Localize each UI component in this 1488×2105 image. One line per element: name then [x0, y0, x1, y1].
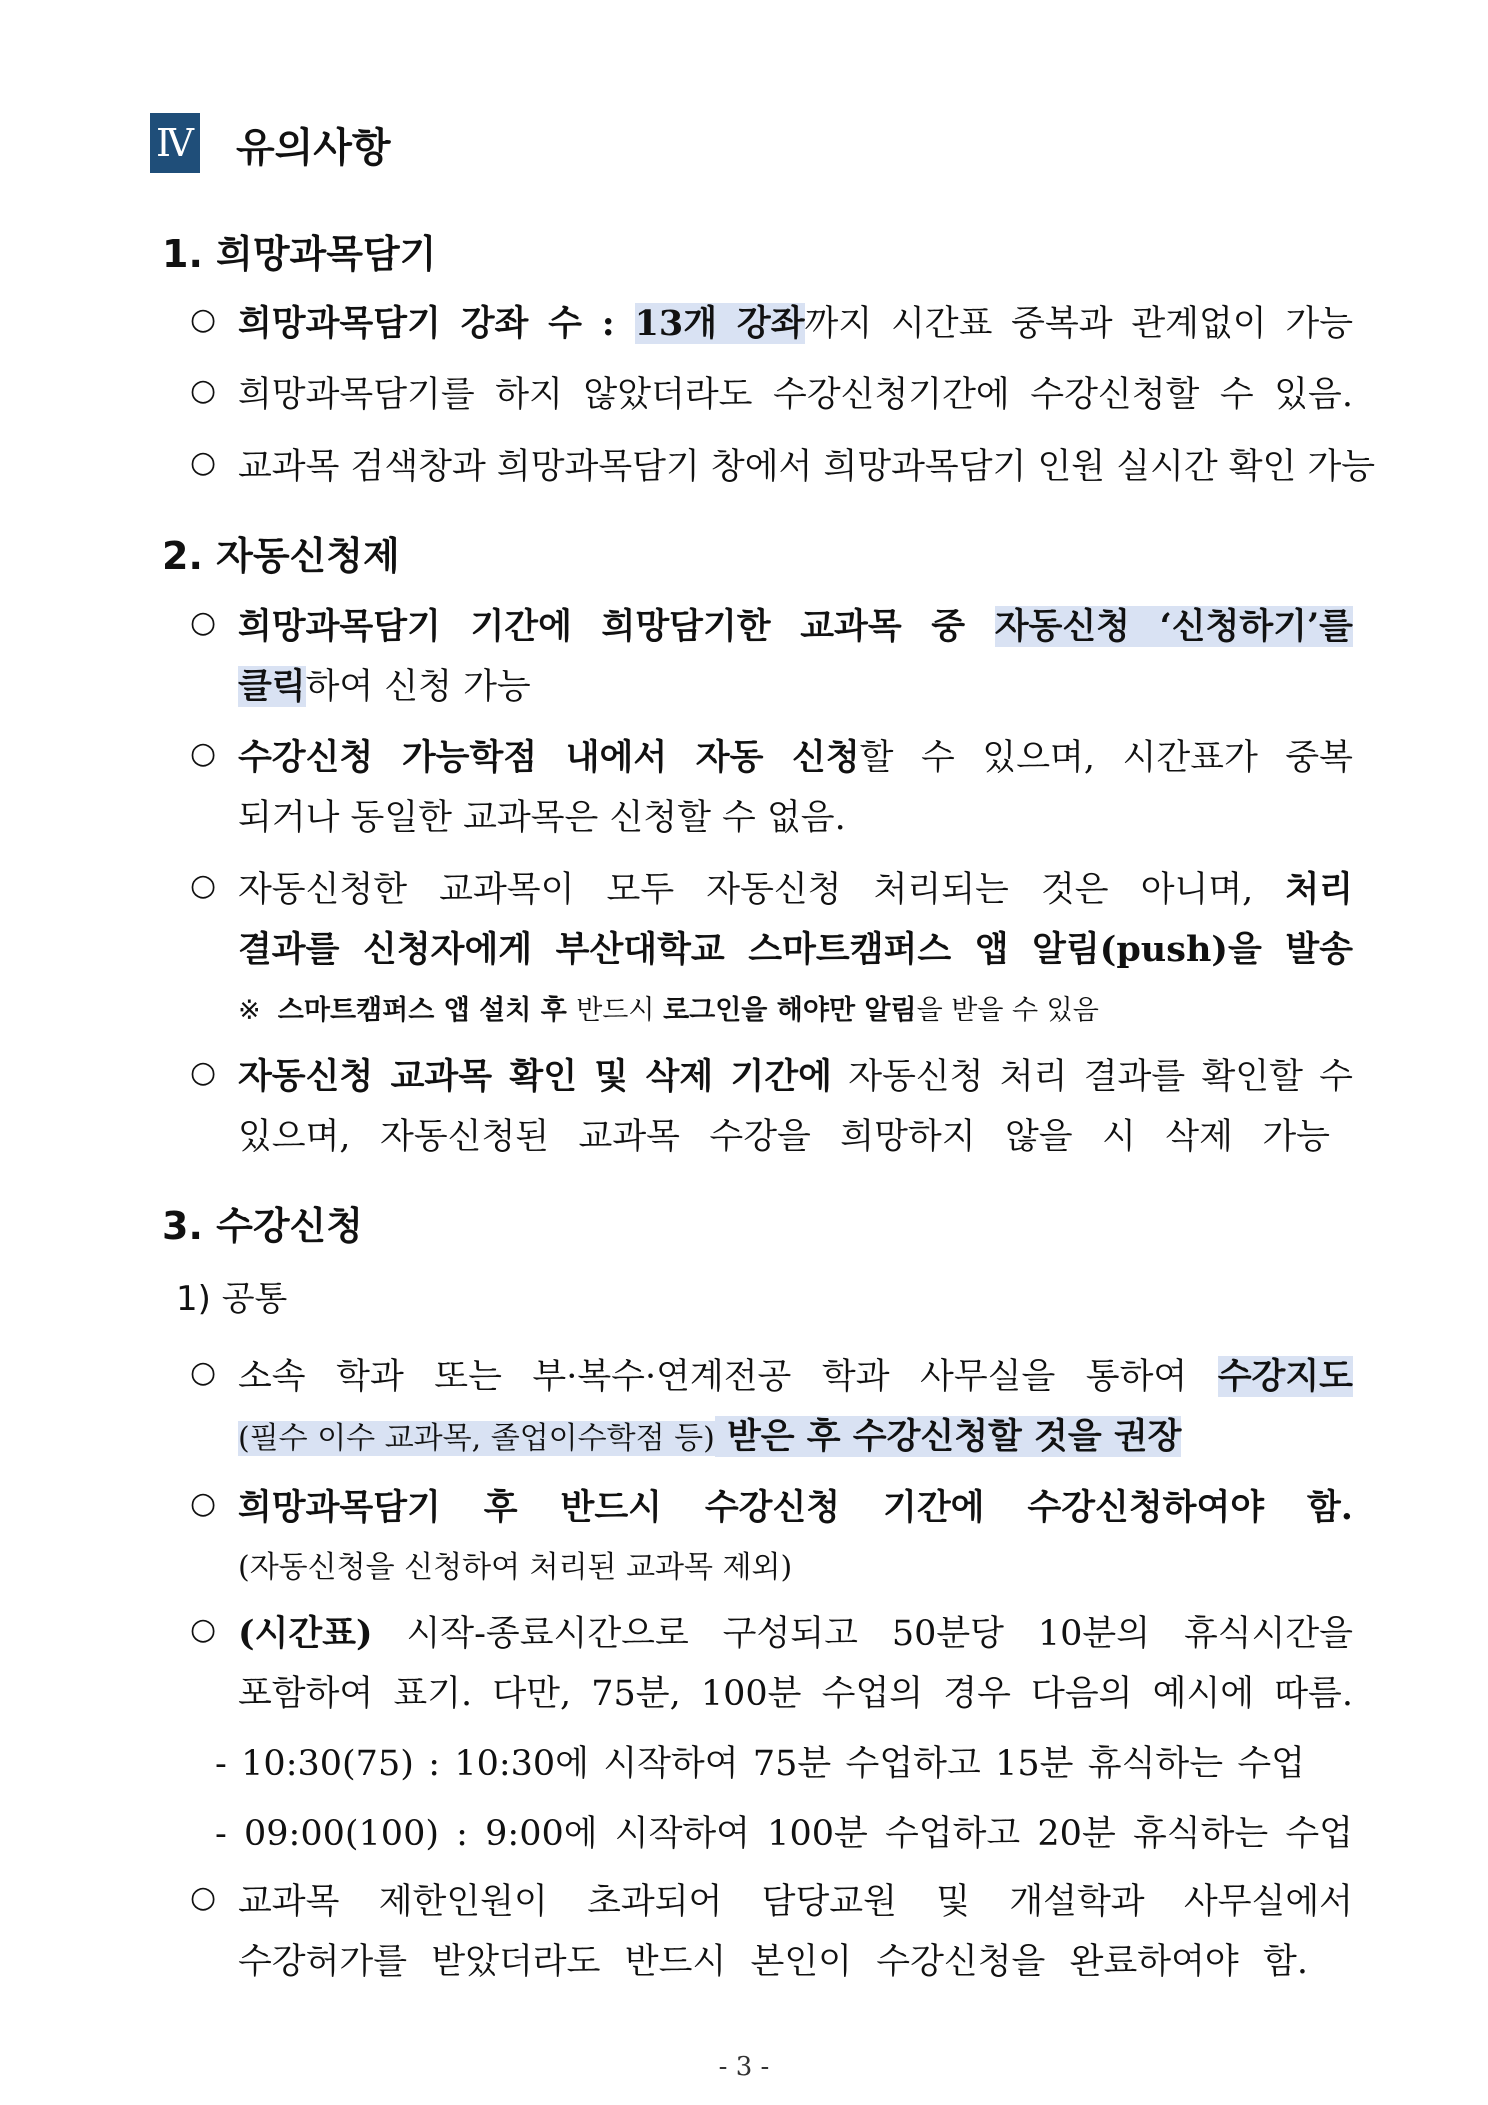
s2-note: ※ 스마트캠퍼스 앱 설치 후 반드시 로그인을 해야만 알림을 받을 수 있음	[238, 995, 1099, 1026]
section-numeral-badge: Ⅳ	[150, 113, 200, 173]
s2-item-1-line-2: 클릭하여 신청 가능	[238, 666, 531, 707]
s2-item-2-line-1: 수강신청 가능학점 내에서 자동 신청할 수 있으며, 시간표가 중복	[238, 737, 1353, 778]
bullet-icon: ○	[190, 605, 217, 640]
bullet-icon: ○	[190, 1880, 217, 1915]
s3-example-2: - 09:00(100) : 9:00에 시작하여 100분 수업하고 20분 휴식하는 수업	[215, 1814, 1353, 1854]
bullet-icon: ○	[190, 302, 217, 337]
s1-item-1: 희망과목담기 강좌 수 : 13개 강좌까지 시간표 중복과 관계없이 가능	[238, 303, 1354, 344]
s2-item-3-line-1: 자동신청한 교과목이 모두 자동신청 처리되는 것은 아니며, 처리	[238, 869, 1353, 910]
s3-item-1-line-1: 소속 학과 또는 부·복수·연계전공 학과 사무실을 통하여 수강지도	[238, 1356, 1353, 1397]
s3-item-4-line-2: 수강허가를 받았더라도 반드시 본인이 수강신청을 완료하여야 함.	[238, 1942, 1308, 1982]
bullet-icon: ○	[190, 736, 217, 771]
s2-item-2-line-2: 되거나 동일한 교과목은 신청할 수 없음.	[238, 798, 846, 838]
s3-item-2-line-1: 희망과목담기 후 반드시 수강신청 기간에 수강신청하여야 함.	[238, 1487, 1353, 1528]
s3-item-4-line-1: 교과목 제한인원이 초과되어 담당교원 및 개설학과 사무실에서	[238, 1882, 1353, 1922]
bullet-icon: ○	[190, 1355, 217, 1390]
heading-1: 1. 희망과목담기	[162, 232, 437, 276]
s2-item-4-line-1: 자동신청 교과목 확인 및 삭제 기간에 자동신청 처리 결과를 확인할 수	[238, 1056, 1353, 1097]
s1-item-2: 희망과목담기를 하지 않았더라도 수강신청기간에 수강신청할 수 있음.	[238, 375, 1353, 415]
bullet-icon: ○	[190, 1486, 217, 1521]
s2-item-4-line-2: 있으며, 자동신청된 교과목 수강을 희망하지 않을 시 삭제 가능	[238, 1117, 1330, 1157]
s3-item-2-line-2: (자동신청을 신청하여 처리된 교과목 제외)	[238, 1550, 793, 1585]
bullet-icon: ○	[190, 373, 217, 408]
s3-example-1: - 10:30(75) : 10:30에 시작하여 75분 수업하고 15분 휴식하는 수업	[215, 1744, 1305, 1784]
bullet-icon: ○	[190, 868, 217, 903]
s1-item-3: 교과목 검색창과 희망과목담기 창에서 희망과목담기 인원 실시간 확인 가능	[238, 447, 1376, 487]
page-number: - 3 -	[718, 2052, 770, 2082]
s3-item-1-line-2: (필수 이수 교과목, 졸업이수학점 등) 받은 후 수강신청할 것을 권장	[238, 1416, 1182, 1457]
heading-3: 3. 수강신청	[162, 1204, 363, 1248]
heading-2: 2. 자동신청제	[162, 534, 400, 578]
subheading-common: 1) 공통	[176, 1279, 288, 1319]
s3-item-3-line-2: 포함하여 표기. 다만, 75분, 100분 수업의 경우 다음의 예시에 따름.	[238, 1674, 1353, 1714]
s3-item-3-line-1: (시간표) 시작-종료시간으로 구성되고 50분당 10분의 휴식시간을	[238, 1613, 1353, 1654]
bullet-icon: ○	[190, 1055, 217, 1090]
bullet-icon: ○	[190, 1612, 217, 1647]
bullet-icon: ○	[190, 445, 217, 480]
section-title: 유의사항	[236, 125, 391, 171]
s2-item-1-line-1: 희망과목담기 기간에 희망담기한 교과목 중 자동신청 ‘신청하기’를	[238, 606, 1353, 647]
s2-item-3-line-2: 결과를 신청자에게 부산대학교 스마트캠퍼스 앱 알림(push)을 발송	[238, 929, 1353, 970]
